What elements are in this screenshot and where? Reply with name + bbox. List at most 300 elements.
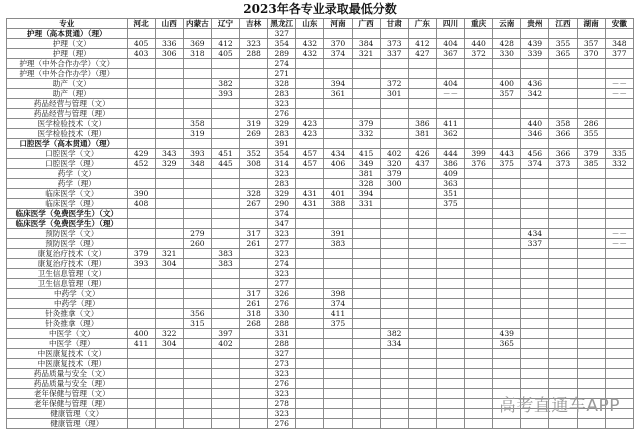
score-cell bbox=[436, 299, 464, 309]
score-cell bbox=[380, 29, 408, 39]
score-cell bbox=[240, 339, 268, 349]
score-cell bbox=[408, 299, 436, 309]
score-cell: 385 bbox=[577, 159, 605, 169]
score-cell bbox=[352, 99, 380, 109]
score-cell bbox=[183, 69, 211, 79]
score-cell bbox=[296, 289, 324, 299]
table-row bbox=[7, 289, 634, 299]
score-cell bbox=[465, 289, 493, 299]
score-cell bbox=[352, 399, 380, 409]
score-cell bbox=[155, 349, 183, 359]
score-cell bbox=[605, 199, 633, 209]
score-cell bbox=[324, 29, 352, 39]
score-cell bbox=[605, 369, 633, 379]
score-cell bbox=[436, 389, 464, 399]
score-cell bbox=[577, 169, 605, 179]
score-cell bbox=[408, 379, 436, 389]
score-cell bbox=[577, 89, 605, 99]
score-cell bbox=[127, 409, 155, 419]
score-cell: 369 bbox=[183, 39, 211, 49]
major-name: 卫生信息管理（文） bbox=[7, 269, 128, 279]
score-cell bbox=[549, 269, 577, 279]
score-cell bbox=[521, 319, 549, 329]
major-name: 口腔医学（文） bbox=[7, 149, 128, 159]
score-cell bbox=[155, 239, 183, 249]
score-cell bbox=[324, 209, 352, 219]
score-cell: 373 bbox=[380, 39, 408, 49]
score-cell: 457 bbox=[296, 149, 324, 159]
table-row bbox=[7, 319, 634, 329]
score-cell bbox=[465, 79, 493, 89]
score-cell bbox=[521, 329, 549, 339]
score-cell: 261 bbox=[240, 299, 268, 309]
score-cell bbox=[577, 29, 605, 39]
score-cell bbox=[380, 99, 408, 109]
score-cell bbox=[549, 219, 577, 229]
score-cell bbox=[352, 139, 380, 149]
score-cell: 406 bbox=[324, 159, 352, 169]
score-cell bbox=[155, 319, 183, 329]
major-name: 康复治疗技术（文） bbox=[7, 249, 128, 259]
score-cell bbox=[493, 269, 521, 279]
score-cell: 278 bbox=[268, 399, 296, 409]
score-cell bbox=[493, 139, 521, 149]
score-cell bbox=[521, 189, 549, 199]
header-province: 云南 bbox=[493, 19, 521, 29]
score-cell: 301 bbox=[380, 89, 408, 99]
score-cell bbox=[408, 99, 436, 109]
score-cell bbox=[577, 339, 605, 349]
score-cell: 429 bbox=[127, 149, 155, 159]
score-cell: 329 bbox=[268, 189, 296, 199]
score-cell bbox=[324, 249, 352, 259]
score-cell bbox=[240, 139, 268, 149]
score-cell bbox=[352, 379, 380, 389]
score-cell bbox=[436, 369, 464, 379]
score-cell bbox=[493, 239, 521, 249]
score-cell bbox=[155, 59, 183, 69]
score-cell bbox=[493, 129, 521, 139]
score-cell bbox=[155, 179, 183, 189]
score-cell bbox=[493, 319, 521, 329]
score-cell bbox=[577, 329, 605, 339]
score-cell bbox=[465, 119, 493, 129]
score-cell bbox=[605, 289, 633, 299]
score-cell bbox=[465, 389, 493, 399]
score-cell bbox=[577, 299, 605, 309]
score-cell bbox=[521, 359, 549, 369]
score-cell bbox=[549, 79, 577, 89]
score-cell: 355 bbox=[577, 129, 605, 139]
score-cell bbox=[408, 319, 436, 329]
score-cell: 403 bbox=[127, 49, 155, 59]
score-cell bbox=[493, 349, 521, 359]
score-cell: 323 bbox=[240, 39, 268, 49]
score-cell bbox=[183, 29, 211, 39]
score-cell: 276 bbox=[268, 109, 296, 119]
score-cell bbox=[296, 409, 324, 419]
score-cell: 372 bbox=[465, 49, 493, 59]
major-name: 中医康复技术（文） bbox=[7, 349, 128, 359]
score-cell: 400 bbox=[127, 329, 155, 339]
score-cell bbox=[577, 379, 605, 389]
score-cell bbox=[211, 239, 239, 249]
table-row bbox=[7, 159, 634, 169]
score-cell bbox=[408, 229, 436, 239]
score-cell bbox=[549, 309, 577, 319]
score-cell bbox=[436, 249, 464, 259]
score-cell bbox=[324, 389, 352, 399]
score-cell bbox=[493, 379, 521, 389]
score-cell bbox=[155, 79, 183, 89]
table-row bbox=[7, 359, 634, 369]
header-province: 湖南 bbox=[577, 19, 605, 29]
score-cell: 404 bbox=[436, 39, 464, 49]
score-cell: 434 bbox=[521, 229, 549, 239]
score-cell bbox=[436, 239, 464, 249]
score-cell bbox=[605, 29, 633, 39]
table-row bbox=[7, 349, 634, 359]
score-cell bbox=[465, 219, 493, 229]
score-cell bbox=[521, 169, 549, 179]
score-cell bbox=[352, 109, 380, 119]
score-cell bbox=[183, 89, 211, 99]
score-cell bbox=[324, 139, 352, 149]
score-cell: 423 bbox=[296, 129, 324, 139]
score-cell bbox=[296, 309, 324, 319]
score-cell bbox=[352, 329, 380, 339]
score-cell: 267 bbox=[240, 199, 268, 209]
score-cell bbox=[577, 289, 605, 299]
score-cell bbox=[155, 359, 183, 369]
score-cell bbox=[493, 69, 521, 79]
score-cell: 393 bbox=[183, 149, 211, 159]
score-cell: 451 bbox=[211, 149, 239, 159]
score-cell bbox=[408, 189, 436, 199]
score-cell bbox=[352, 309, 380, 319]
score-cell bbox=[352, 419, 380, 429]
score-cell bbox=[183, 329, 211, 339]
score-cell bbox=[493, 29, 521, 39]
score-cell: 349 bbox=[352, 159, 380, 169]
score-cell: 431 bbox=[296, 199, 324, 209]
score-cell: 367 bbox=[436, 49, 464, 59]
table-row bbox=[7, 369, 634, 379]
score-cell: 370 bbox=[324, 39, 352, 49]
score-cell bbox=[211, 399, 239, 409]
score-cell bbox=[408, 169, 436, 179]
header-major: 专业 bbox=[7, 19, 128, 29]
score-cell bbox=[605, 169, 633, 179]
score-cell bbox=[352, 359, 380, 369]
score-cell bbox=[380, 399, 408, 409]
score-cell bbox=[577, 349, 605, 359]
score-cell bbox=[436, 219, 464, 229]
header-province: 辽宁 bbox=[211, 19, 239, 29]
score-cell bbox=[183, 389, 211, 399]
score-cell: 315 bbox=[183, 319, 211, 329]
score-cell bbox=[549, 249, 577, 259]
score-cell bbox=[183, 419, 211, 429]
score-cell: 283 bbox=[268, 89, 296, 99]
score-cell bbox=[240, 179, 268, 189]
score-cell bbox=[324, 129, 352, 139]
table-row bbox=[7, 339, 634, 349]
score-cell bbox=[605, 419, 633, 429]
score-cell bbox=[324, 329, 352, 339]
score-cell bbox=[211, 29, 239, 39]
score-cell bbox=[549, 169, 577, 179]
score-cell bbox=[577, 209, 605, 219]
score-cell bbox=[493, 249, 521, 259]
score-cell bbox=[521, 379, 549, 389]
score-cell bbox=[436, 409, 464, 419]
score-cell bbox=[240, 249, 268, 259]
score-cell: 382 bbox=[211, 79, 239, 89]
score-cell bbox=[127, 369, 155, 379]
score-cell: 318 bbox=[240, 309, 268, 319]
score-cell bbox=[380, 319, 408, 329]
score-cell bbox=[465, 329, 493, 339]
score-cell: 405 bbox=[127, 39, 155, 49]
score-cell bbox=[493, 59, 521, 69]
score-cell: 437 bbox=[408, 159, 436, 169]
header-province: 贵州 bbox=[521, 19, 549, 29]
score-cell bbox=[577, 269, 605, 279]
score-cell bbox=[324, 169, 352, 179]
score-cell: 323 bbox=[268, 369, 296, 379]
table-row bbox=[7, 89, 634, 99]
score-cell bbox=[465, 199, 493, 209]
score-cell: 445 bbox=[211, 159, 239, 169]
score-cell bbox=[493, 359, 521, 369]
score-cell bbox=[296, 359, 324, 369]
score-cell bbox=[240, 79, 268, 89]
score-cell bbox=[183, 409, 211, 419]
score-cell bbox=[183, 139, 211, 149]
score-cell bbox=[296, 109, 324, 119]
score-cell bbox=[465, 129, 493, 139]
score-cell: 398 bbox=[324, 289, 352, 299]
score-cell bbox=[211, 119, 239, 129]
score-cell: 372 bbox=[380, 79, 408, 89]
score-cell bbox=[352, 249, 380, 259]
score-cell bbox=[183, 189, 211, 199]
score-cell: 362 bbox=[436, 129, 464, 139]
header-province: 山东 bbox=[296, 19, 324, 29]
score-cell bbox=[521, 109, 549, 119]
score-cell bbox=[465, 239, 493, 249]
major-name: 中医康复技术（理） bbox=[7, 359, 128, 369]
score-cell bbox=[549, 329, 577, 339]
score-cell: 411 bbox=[436, 119, 464, 129]
header-province: 广西 bbox=[352, 19, 380, 29]
score-cell bbox=[183, 99, 211, 109]
score-cell bbox=[380, 259, 408, 269]
score-cell: 337 bbox=[521, 239, 549, 249]
score-cell: 443 bbox=[493, 149, 521, 159]
score-cell: 304 bbox=[155, 339, 183, 349]
score-cell bbox=[605, 249, 633, 259]
score-cell: 383 bbox=[211, 259, 239, 269]
score-cell: 428 bbox=[493, 39, 521, 49]
score-cell bbox=[183, 279, 211, 289]
score-cell bbox=[605, 179, 633, 189]
score-cell bbox=[352, 79, 380, 89]
score-cell bbox=[352, 229, 380, 239]
score-cell bbox=[240, 219, 268, 229]
score-cell bbox=[211, 349, 239, 359]
table-row bbox=[7, 99, 634, 109]
score-cell bbox=[155, 99, 183, 109]
table-row bbox=[7, 179, 634, 189]
score-cell bbox=[465, 189, 493, 199]
score-cell bbox=[240, 409, 268, 419]
score-cell bbox=[380, 289, 408, 299]
score-cell bbox=[436, 349, 464, 359]
score-cell bbox=[493, 119, 521, 129]
score-cell bbox=[465, 309, 493, 319]
score-cell bbox=[549, 199, 577, 209]
score-cell bbox=[211, 309, 239, 319]
score-cell bbox=[155, 209, 183, 219]
score-cell bbox=[465, 139, 493, 149]
score-cell: 379 bbox=[380, 169, 408, 179]
score-cell: 286 bbox=[577, 119, 605, 129]
score-cell: 391 bbox=[268, 139, 296, 149]
score-cell bbox=[183, 59, 211, 69]
score-cell bbox=[211, 369, 239, 379]
score-cell bbox=[127, 109, 155, 119]
score-cell: 327 bbox=[268, 349, 296, 359]
major-name: 医学检验技术（文） bbox=[7, 119, 128, 129]
major-name: 护理（高本贯通）（理） bbox=[7, 29, 128, 39]
score-cell bbox=[521, 59, 549, 69]
score-cell bbox=[183, 209, 211, 219]
score-cell bbox=[577, 319, 605, 329]
score-cell bbox=[352, 259, 380, 269]
score-cell bbox=[240, 349, 268, 359]
score-cell bbox=[296, 299, 324, 309]
score-cell: 399 bbox=[465, 149, 493, 159]
score-cell bbox=[408, 259, 436, 269]
score-cell: 336 bbox=[155, 39, 183, 49]
score-cell: 317 bbox=[240, 289, 268, 299]
score-cell bbox=[380, 129, 408, 139]
score-cell bbox=[155, 289, 183, 299]
score-cell bbox=[605, 309, 633, 319]
score-cell: 323 bbox=[268, 169, 296, 179]
score-cell: 457 bbox=[296, 159, 324, 169]
score-cell bbox=[493, 229, 521, 239]
score-cell bbox=[183, 399, 211, 409]
score-cell bbox=[127, 289, 155, 299]
score-cell bbox=[240, 379, 268, 389]
score-cell bbox=[380, 249, 408, 259]
score-cell bbox=[324, 379, 352, 389]
score-cell bbox=[436, 319, 464, 329]
score-cell bbox=[465, 259, 493, 269]
score-cell bbox=[605, 339, 633, 349]
score-cell: 374 bbox=[324, 49, 352, 59]
major-name: 口腔医学（理） bbox=[7, 159, 128, 169]
score-cell: 440 bbox=[521, 119, 549, 129]
score-cell bbox=[577, 179, 605, 189]
score-cell bbox=[521, 249, 549, 259]
header-province: 广东 bbox=[408, 19, 436, 29]
score-cell bbox=[521, 309, 549, 319]
score-cell bbox=[380, 139, 408, 149]
score-cell bbox=[577, 259, 605, 269]
score-cell bbox=[436, 259, 464, 269]
score-cell: 332 bbox=[352, 129, 380, 139]
score-cell bbox=[155, 219, 183, 229]
page-title: 2023年各专业录取最低分数 bbox=[243, 2, 397, 16]
score-cell bbox=[549, 139, 577, 149]
score-cell bbox=[465, 109, 493, 119]
score-cell bbox=[493, 419, 521, 429]
score-cell bbox=[436, 269, 464, 279]
score-cell bbox=[352, 339, 380, 349]
score-cell bbox=[605, 59, 633, 69]
score-cell: 317 bbox=[240, 229, 268, 239]
major-name: 中药学（文） bbox=[7, 289, 128, 299]
major-name: 老年保健与管理（理） bbox=[7, 399, 128, 409]
score-cell bbox=[521, 339, 549, 349]
score-cell: 382 bbox=[380, 329, 408, 339]
table-row bbox=[7, 299, 634, 309]
score-cell bbox=[577, 369, 605, 379]
score-cell bbox=[127, 89, 155, 99]
score-cell: 323 bbox=[268, 389, 296, 399]
score-cell bbox=[211, 279, 239, 289]
score-cell: 363 bbox=[436, 179, 464, 189]
score-cell bbox=[352, 239, 380, 249]
major-name: 医学检验技术（理） bbox=[7, 129, 128, 139]
score-cell bbox=[549, 69, 577, 79]
score-cell bbox=[436, 329, 464, 339]
score-cell bbox=[211, 379, 239, 389]
header-province: 吉林 bbox=[240, 19, 268, 29]
score-cell bbox=[549, 299, 577, 309]
score-cell bbox=[549, 359, 577, 369]
score-cell: 283 bbox=[268, 129, 296, 139]
score-cell bbox=[211, 219, 239, 229]
header-province: 四川 bbox=[436, 19, 464, 29]
score-cell: 390 bbox=[127, 189, 155, 199]
table-row bbox=[7, 69, 634, 79]
score-cell: 412 bbox=[408, 39, 436, 49]
score-cell bbox=[352, 319, 380, 329]
score-cell: 327 bbox=[268, 29, 296, 39]
table-row bbox=[7, 279, 634, 289]
score-cell bbox=[465, 299, 493, 309]
table-row bbox=[7, 259, 634, 269]
score-cell bbox=[465, 279, 493, 289]
score-cell bbox=[127, 319, 155, 329]
table-row bbox=[7, 419, 634, 429]
major-name: 临床医学（免费医学生）（理） bbox=[7, 219, 128, 229]
score-cell bbox=[127, 399, 155, 409]
score-cell: 431 bbox=[296, 189, 324, 199]
score-cell bbox=[324, 359, 352, 369]
score-cell bbox=[465, 59, 493, 69]
score-cell bbox=[493, 259, 521, 269]
score-cell bbox=[296, 329, 324, 339]
table-body bbox=[7, 29, 634, 429]
score-cell bbox=[183, 179, 211, 189]
score-cell bbox=[605, 139, 633, 149]
